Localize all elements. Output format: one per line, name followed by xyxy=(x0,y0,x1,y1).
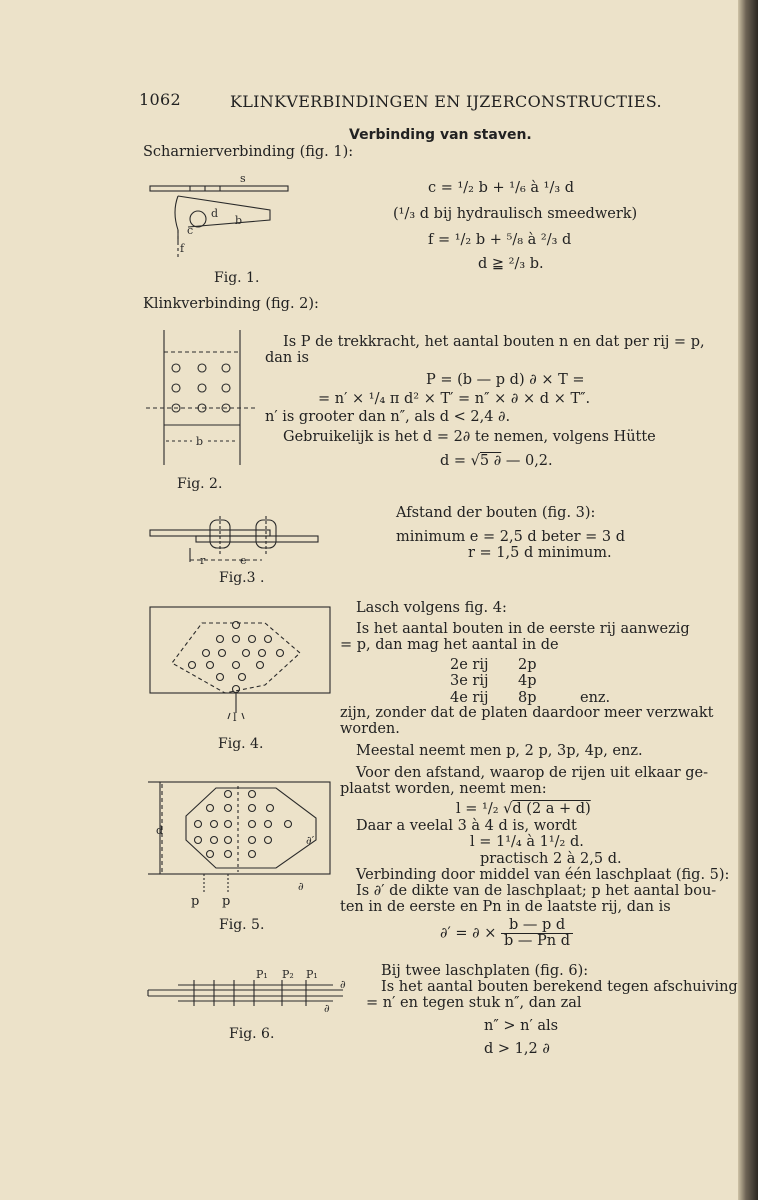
lasch-text-5: worden. xyxy=(340,721,400,737)
lasch-enz: enz. xyxy=(580,690,611,706)
double-text-2: Is het aantal bouten berekend tegen afschuiving xyxy=(381,979,738,995)
single-text-2: Is ∂′ de dikte van de laschplaat; p het aantal bou- xyxy=(356,883,717,899)
sqrt-sign: √ xyxy=(503,801,513,817)
lasch-text-7: Voor den afstand, waarop de rijen uit elkaar ge- xyxy=(356,765,709,781)
rivet-formula-3-rhs: — 0,2. xyxy=(505,453,553,469)
double-formula-2: d > 1,2 ∂ xyxy=(484,1041,550,1057)
rivet-text-4: Gebruikelijk is het d = 2∂ te nemen, volgens Hütte xyxy=(283,429,656,445)
rivet-formula-1: P = (b — p d) ∂ × T = xyxy=(426,372,585,388)
single-formula xyxy=(440,918,573,949)
lasch-formula-2: l = 1¹/₄ à 1¹/₂ d. xyxy=(470,834,584,850)
single-formula-lhs: ∂′ = ∂ × xyxy=(440,925,497,942)
fig6-label-delta-1: ∂ xyxy=(340,978,346,991)
fig2-rivet-drawing xyxy=(146,330,258,470)
single-formula-numerator: b — p d xyxy=(501,918,573,934)
fig5-caption: Fig. 5. xyxy=(219,917,265,933)
fig6-label-p1: P₁ xyxy=(256,968,268,981)
fig3-label-e: e xyxy=(240,554,247,567)
double-text-1: Bij twee laschplaten (fig. 6): xyxy=(381,963,589,979)
lasch-text-8: plaatst worden, neemt men: xyxy=(340,781,547,797)
fig5-label-p2: p xyxy=(222,894,231,909)
lasch-text-1: Lasch volgens fig. 4: xyxy=(356,600,507,616)
rivet-label: Klinkverbinding (fig. 2): xyxy=(143,296,319,312)
fig6-double-plate-drawing xyxy=(148,966,348,1016)
rivet-text-2: dan is xyxy=(265,350,309,366)
fig4-label-l: l xyxy=(233,711,237,724)
fig4-lasch-drawing xyxy=(150,605,330,723)
lasch-text-2: Is het aantal bouten in de eerste rij aanwezig xyxy=(356,621,690,637)
lasch-text-3: = p, dan mag het aantal in de xyxy=(340,637,559,653)
rivet-text-3: n′ is grooter dan n″, als d < 2,4 ∂. xyxy=(265,409,511,425)
lasch-formula-1-root: d (2 a + d) xyxy=(512,801,591,817)
fig5-label-p1: p xyxy=(191,894,200,909)
rivet-formula-3-root: 5 ∂ xyxy=(479,453,502,469)
fig6-label-p3: P₁ xyxy=(306,968,318,981)
hinge-label: Scharnierverbinding (fig. 1): xyxy=(143,144,354,160)
spacing-title: Afstand der bouten (fig. 3): xyxy=(396,505,596,521)
fig2-caption: Fig. 2. xyxy=(177,476,223,492)
lasch-row-2-val: 4p xyxy=(518,673,537,689)
fig6-label-p2: P₂ xyxy=(282,968,294,981)
fig5-single-plate-drawing xyxy=(148,778,333,896)
fig1-label-f: f xyxy=(180,242,185,255)
single-formula-denominator: b — Pn d xyxy=(504,933,571,949)
single-text-1: Verbinding door middel van één laschplaat (fig. 5): xyxy=(356,867,730,883)
fig5-label-d: d xyxy=(156,824,164,837)
rivet-formula-2: = n′ × ¹/₄ π d² × T′ = n″ × ∂ × d × T″. xyxy=(318,391,591,407)
spacing-formula-2: r = 1,5 d minimum. xyxy=(468,545,612,561)
hinge-formula-f: f = ¹/₂ b + ⁵/₈ à ²/₃ d xyxy=(428,232,572,248)
lasch-formula-3: practisch 2 à 2,5 d. xyxy=(480,851,622,867)
hinge-formula-note: (¹/₃ d bij hydraulisch smeedwerk) xyxy=(393,206,638,222)
fig5-label-dprime: ∂′ xyxy=(306,834,315,847)
sqrt-sign: √ xyxy=(470,453,480,469)
fig3-label-r: r xyxy=(200,554,206,567)
fig1-label-d: d xyxy=(211,207,219,220)
lasch-row-1-val: 2p xyxy=(518,657,537,673)
fig1-label-s: s xyxy=(240,172,246,185)
fig1-caption: Fig. 1. xyxy=(214,270,260,286)
fig6-label-delta-2: ∂ xyxy=(324,1002,330,1015)
hinge-formula-c: c = ¹/₂ b + ¹/₆ à ¹/₃ d xyxy=(428,180,575,196)
lasch-formula-1 xyxy=(456,801,591,817)
fig1-label-b: b xyxy=(235,214,243,227)
fig3-spacing-drawing xyxy=(150,512,320,568)
fig3-caption: Fig.3 . xyxy=(219,570,265,586)
lasch-row-3-val: 8p xyxy=(518,690,537,706)
fig4-caption: Fig. 4. xyxy=(218,736,264,752)
running-title: KLINKVERBINDINGEN EN IJZERCONSTRUCTIES. xyxy=(230,92,662,111)
lasch-row-1-rij: 2e rij xyxy=(450,657,489,673)
rivet-formula-3-lhs: d = xyxy=(440,453,467,469)
single-text-3: ten in de eerste en Pn in de laatste rij, dan is xyxy=(340,899,671,915)
spacing-formula-1: minimum e = 2,5 d beter = 3 d xyxy=(396,529,626,545)
lasch-text-4: zijn, zonder dat de platen daardoor meer verzwakt xyxy=(340,705,714,721)
lasch-row-3-rij: 4e rij xyxy=(450,690,489,706)
lasch-row-2-rij: 3e rij xyxy=(450,673,489,689)
fig6-caption: Fig. 6. xyxy=(229,1026,275,1042)
fig1-hinge-drawing xyxy=(150,172,290,267)
lasch-text-6: Meestal neemt men p, 2 p, 3p, 4p, enz. xyxy=(356,743,643,759)
lasch-text-9: Daar a veelal 3 à 4 d is, wordt xyxy=(356,818,577,834)
page-number: 1062 xyxy=(139,90,181,109)
double-text-3: = n′ en tegen stuk n″, dan zal xyxy=(366,995,582,1011)
double-formula-1: n″ > n′ als xyxy=(484,1018,559,1034)
hinge-formula-d: d ≧ ²/₃ b. xyxy=(478,256,544,272)
single-formula-fraction xyxy=(501,918,573,949)
lasch-formula-1-lhs: l = ¹/₂ xyxy=(456,801,499,817)
fig1-label-c: c xyxy=(187,224,194,237)
rivet-text-1: Is P de trekkracht, het aantal bouten n en dat per rij = p, xyxy=(283,334,705,350)
fig2-label-b: b xyxy=(196,435,204,448)
fig5-label-delta: ∂ xyxy=(298,880,304,893)
book-spine-edge xyxy=(738,0,758,1200)
section-title: Verbinding van staven. xyxy=(349,127,532,143)
rivet-formula-3 xyxy=(440,453,553,469)
